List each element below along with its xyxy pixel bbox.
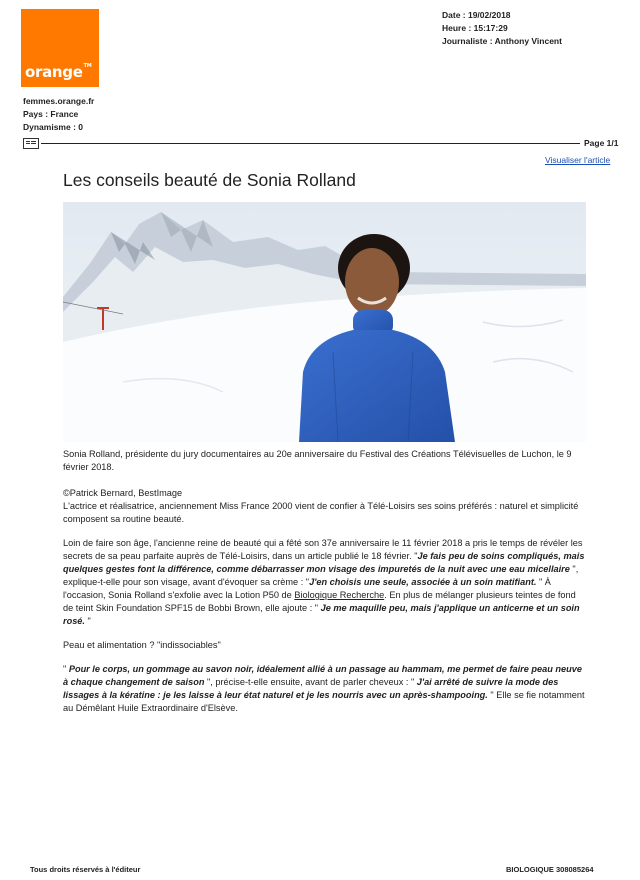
article-title: Les conseils beauté de Sonia Rolland xyxy=(63,170,356,190)
para2-text-c: ", explique-t-elle pour son visage, avant d'évoquer sa crème : " xyxy=(63,564,579,587)
meta-date: Date : 19/02/2018 xyxy=(442,10,511,20)
source-info xyxy=(23,95,94,134)
footer-code: BIOLOGIQUE 308085264 xyxy=(506,865,594,874)
footer-rights: Tous droits réservés à l'éditeur xyxy=(30,865,141,874)
view-article-link[interactable]: Visualiser l'article xyxy=(545,155,611,165)
article-meta xyxy=(442,9,562,48)
article-body xyxy=(63,487,586,715)
source-site: femmes.orange.fr xyxy=(23,96,95,106)
orange-logo-text xyxy=(25,63,91,81)
para2-quote-1: Je fais peu de soins compliqués, mais quelques gestes font la différence, comme débarrasser mon visage des impuretés de la nuit avec une eau micellaire xyxy=(63,551,585,574)
para2-text-f: . En plus de mélanger plusieurs teintes de fond de teint Skin Foundation SPF15 de Bobbi Brown, elle ajoute : " xyxy=(63,590,576,613)
paragraph-intro: L'actrice et réalisatrice, anciennement Miss France 2000 vient de confier à Télé-Loisirs ses soins préférés : naturel et simplicité composent sa routine beauté. xyxy=(63,501,579,524)
source-country: Pays : France xyxy=(23,109,79,119)
meta-journalist: Journaliste : Anthony Vincent xyxy=(442,36,562,46)
document-icon xyxy=(23,138,39,149)
para2-quote-3: Je me maquille peu, mais j'applique un anticerne et un soin rosé. xyxy=(63,603,580,626)
para4-text-a: " xyxy=(63,664,69,674)
photo-credit: ©Patrick Bernard, BestImage xyxy=(63,488,183,498)
para2-text-h: " xyxy=(84,616,91,626)
para4-quote-2: J'ai arrêté de suivre la mode des lissages à la kératine : je les laisse à leur état naturel et je les nourris avec un après-shampooing. xyxy=(63,677,559,700)
article-photo xyxy=(63,202,586,442)
logo-wordmark: orange xyxy=(25,63,83,81)
paragraph-body-hair xyxy=(63,663,586,715)
orange-logo xyxy=(21,9,99,87)
page-number: Page 1/1 xyxy=(584,138,619,148)
para2-quote-2: J'en choisis une seule, associée à un soin matifiant. xyxy=(309,577,537,587)
para2-text-e: " À l'occasion, Sonia Rolland s'exfolie avec la Lotion P50 de xyxy=(63,577,551,600)
para4-text-e: " Elle se fie notamment au Démêlant Huile Extraordinaire d'Elsève. xyxy=(63,690,585,713)
logo-trademark: TM xyxy=(83,63,92,69)
para4-quote-1: Pour le corps, un gommage au savon noir, idéalement allié à un passage au hammam, me permet de faire peau neuve à chaque changement de saison xyxy=(63,664,582,687)
meta-hour: Heure : 15:17:29 xyxy=(442,23,508,33)
paragraph-subheading: Peau et alimentation ? "indissociables" xyxy=(63,640,221,650)
source-dynamism: Dynamisme : 0 xyxy=(23,122,83,132)
paragraph-skin xyxy=(63,537,586,628)
biologique-recherche-link[interactable]: Biologique Recherche xyxy=(294,590,385,600)
para2-text-a: Loin de faire son âge, l'ancienne reine de beauté qui a fêté son 37e anniversaire le 11 février 2018 a pris le temps de révéler les secrets de sa peau parfaite auprès de Télé-Loisirs, dans un article publié le 18 février. " xyxy=(63,538,583,561)
photo-caption: Sonia Rolland, présidente du jury documentaires au 20e anniversaire du Festival des Créations Télévisuelles de Luchon, le 9 février 2018. xyxy=(63,449,572,472)
para4-text-c: ", précise-t-elle ensuite, avant de parler cheveux : " xyxy=(204,677,415,687)
header-divider xyxy=(41,143,580,144)
